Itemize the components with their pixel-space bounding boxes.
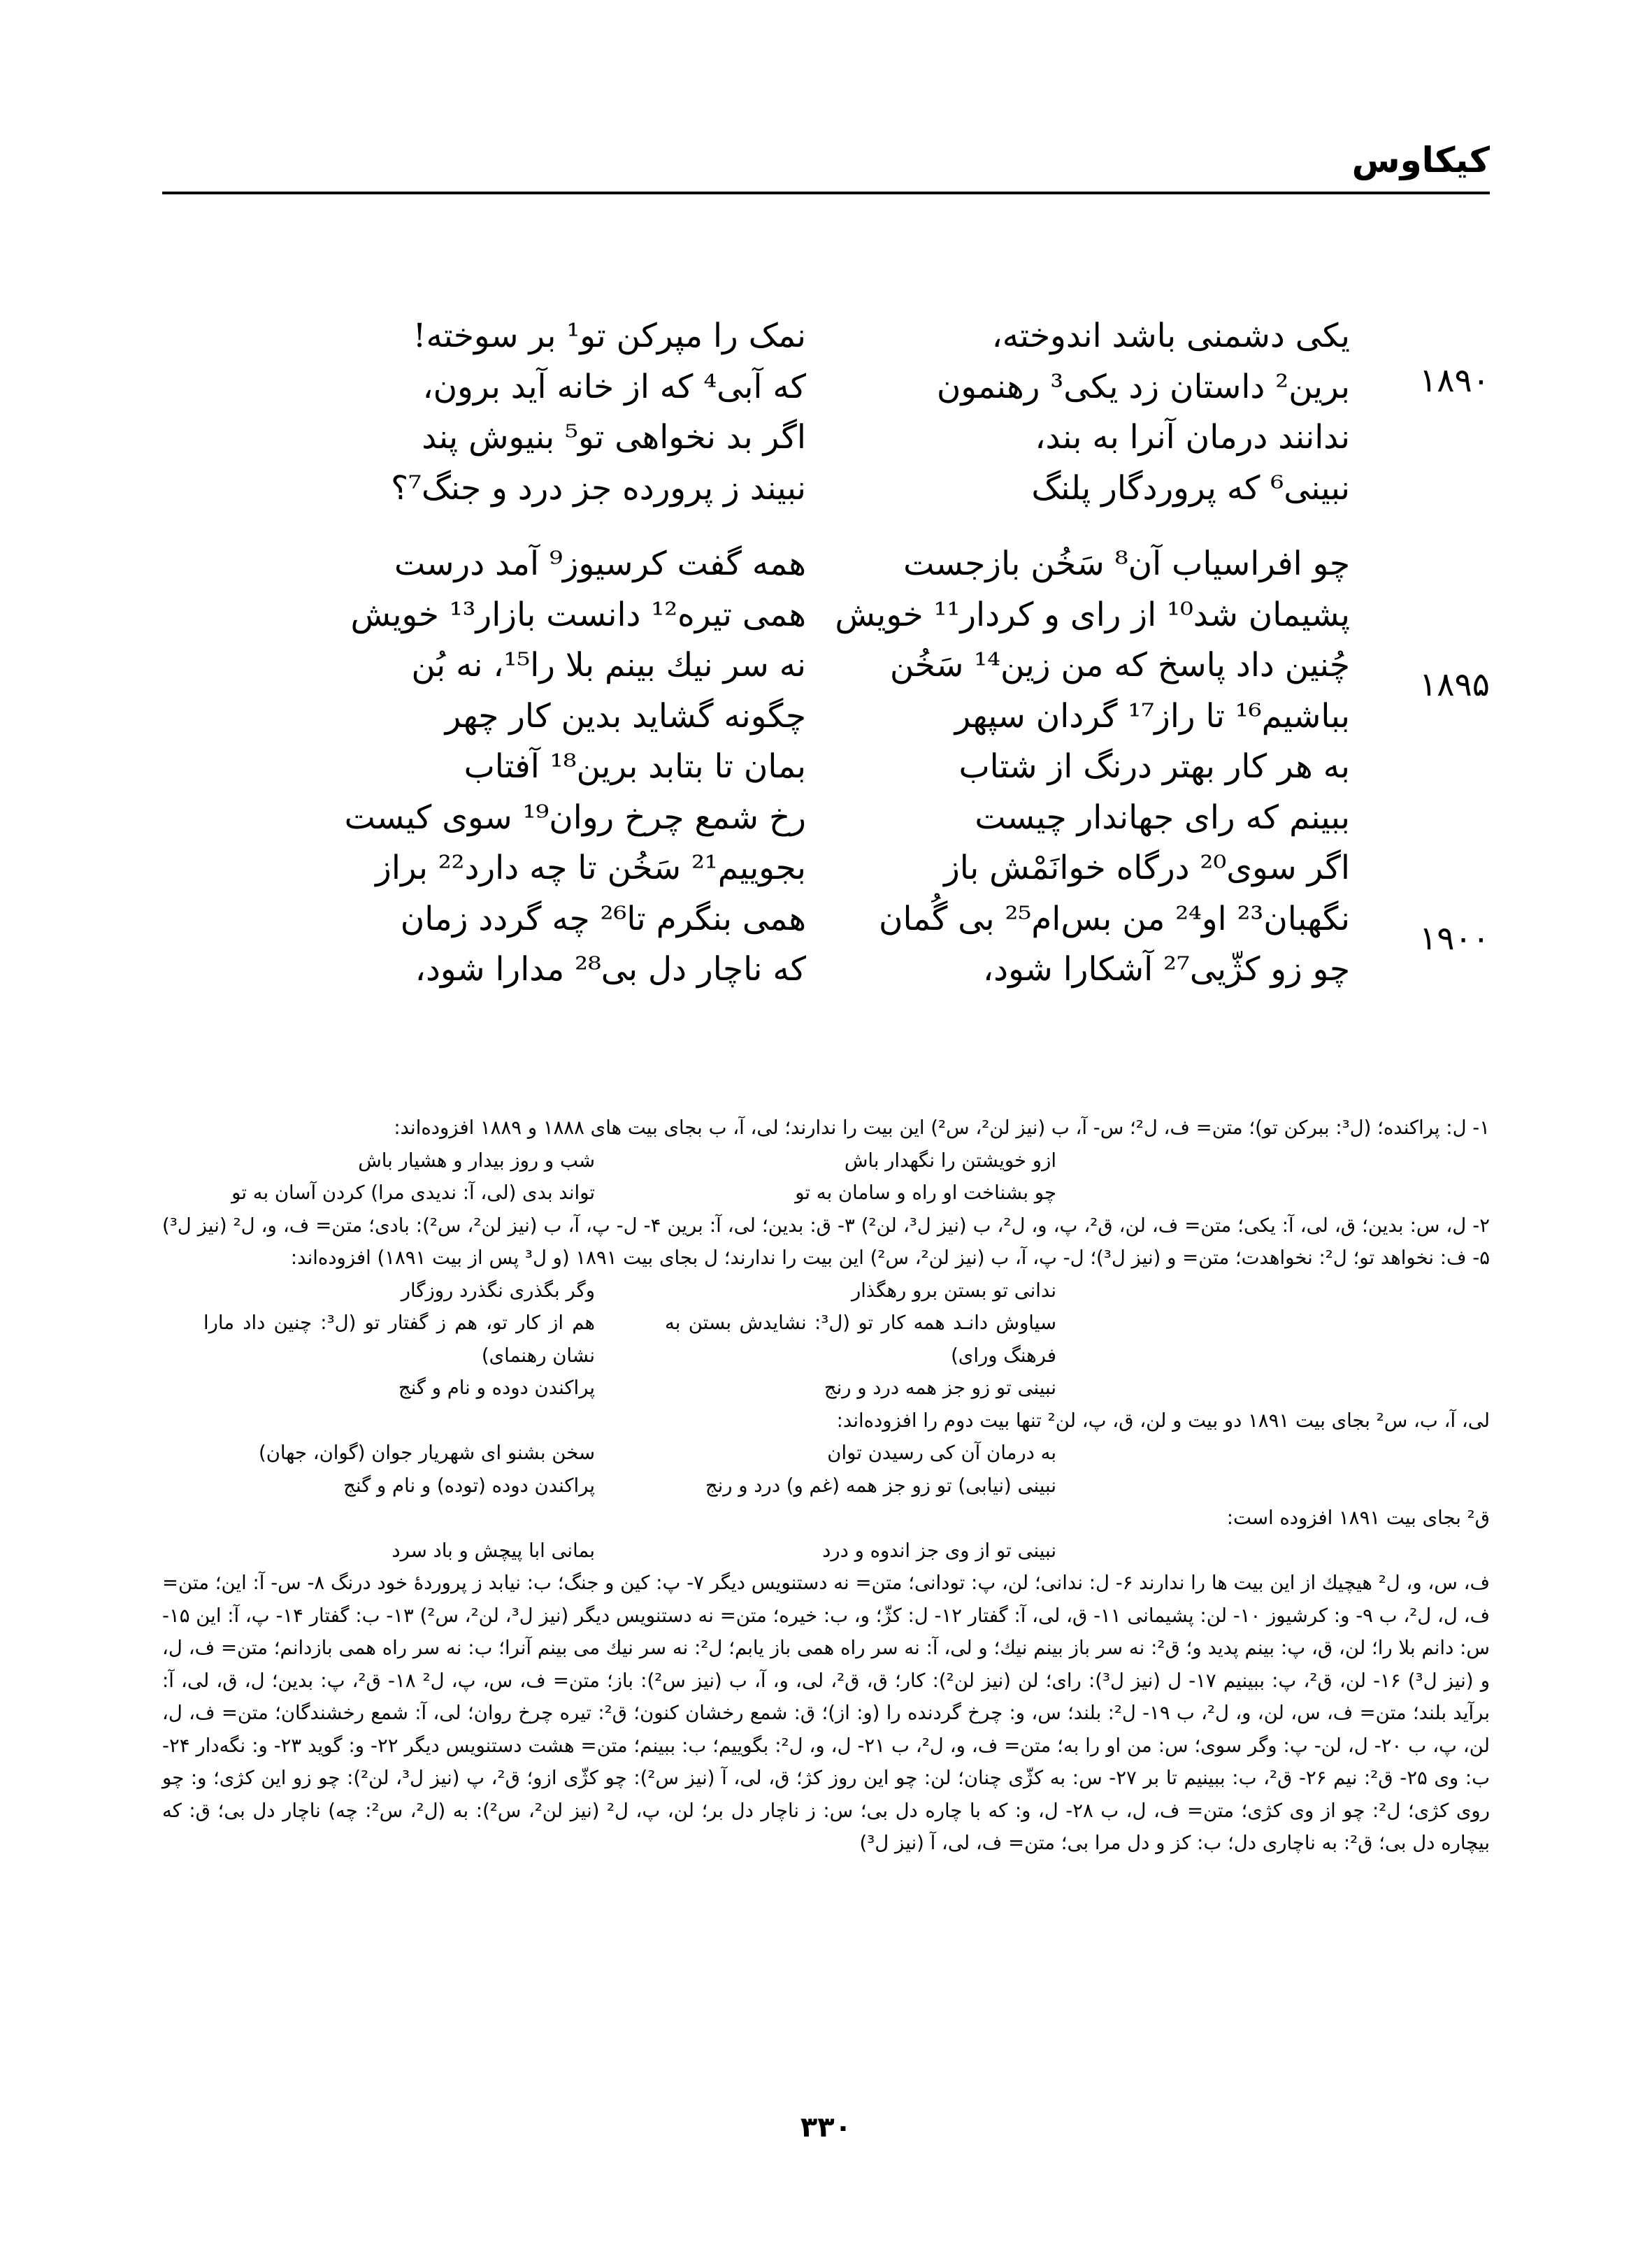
header-rule bbox=[162, 192, 1490, 194]
footnote-couplet bbox=[162, 1535, 1490, 1567]
footnote-couplet bbox=[162, 1470, 1490, 1502]
verse-hemistich: رخ شمع چرخ روان¹⁹ سوی کیست bbox=[344, 798, 806, 837]
verse-hemistich: که ناچار دل بی²⁸ مدارا شود، bbox=[415, 950, 806, 989]
couplet-hemistich: سخن بشنو ای شهریار جوان (گوان، جهان) bbox=[259, 1442, 595, 1464]
verse-hemistich: نبینی⁶ که پروردگار پلنگ bbox=[1031, 468, 1350, 508]
verse-hemistich: پشیمان شد¹⁰ از رای و کردار¹¹ خویش bbox=[835, 595, 1350, 634]
page-number: ۳۳۰ bbox=[800, 2111, 852, 2144]
couplet-hemistich: نبینی تو از وی جز اندوه و درد bbox=[822, 1539, 1056, 1562]
couplet-hemistich: پراکندن دوده و نام و گنج bbox=[398, 1377, 595, 1399]
verse-hemistich: یکی دشمنی باشد اندوخته، bbox=[991, 317, 1350, 355]
verse-number-1900: ۱۹۰۰ bbox=[1419, 919, 1490, 958]
verses-left-column bbox=[268, 311, 806, 996]
couplet-hemistich: بمانی ابا پیچش و باد سرد bbox=[392, 1539, 595, 1562]
verses-right-column bbox=[812, 311, 1350, 996]
verse-hemistich: نمک را مپرکن تو¹ بر سوخته! bbox=[412, 317, 806, 355]
verse-hemistich: برین² داستان زد یکی³ رهنمون bbox=[936, 367, 1350, 406]
verse-hemistich: بمان تا بتابد برین¹⁸ آفتاب bbox=[464, 747, 806, 786]
couplet-hemistich: تواند بدی (لی، آ: ندیدی مرا) کردن آسان به تو bbox=[231, 1182, 595, 1204]
footnote-couplet bbox=[162, 1177, 1490, 1210]
verse-hemistich: نبیند ز پرورده جز درد و جنگ⁷؟ bbox=[391, 468, 806, 508]
footnote-couplet bbox=[162, 1437, 1490, 1470]
running-header-title: کیکاوس bbox=[1351, 140, 1490, 180]
verse-hemistich: همی بنگرم تا²⁶ چه گردد زمان bbox=[400, 899, 806, 938]
verse-hemistich: بجوییم²¹ سَخُن تا چه دارد²² براز bbox=[375, 849, 806, 887]
footnote-paragraph: ۱- ل: پراکنده؛ (ل³: ببرکن تو)؛ متن= ف، ل²؛ س- آ، ب (نیز لن²، س²) این بیت را ندارند؛ لی، آ، ب بجای بیت های ۱۸۸۸ و ۱۸۸۹ افزوده‌اند: bbox=[394, 1117, 1490, 1139]
couplet-hemistich: پراکندن دوده (توده) و نام و گنج bbox=[343, 1474, 595, 1497]
footnote-paragraph: لی، آ، ب، س² بجای بیت ۱۸۹۱ دو بیت و لن، ق، پ، لن² تنها بیت دوم را افزوده‌اند: bbox=[836, 1409, 1490, 1432]
verse-hemistich: بباشیم¹⁶ تا راز¹⁷ گردان سپهر bbox=[954, 696, 1350, 735]
verse-hemistich: همی تیره¹² دانست بازار¹³ خویش bbox=[350, 595, 806, 634]
footnote-couplet bbox=[162, 1372, 1490, 1405]
verse-hemistich: چگونه گشاید بدین کار چهر bbox=[445, 696, 806, 735]
footnote-paragraph: ف، س، و، ل² هیچیك از این بیت ها را ندارند ۶- ل: ندانی؛ لن، پ: تودانی؛ متن= نه دستنویس دیگر ۷- پ: کین و جنگ؛ ب: نیابد ز پرورده‌ٔ خود درنگ ۸- س- آ: این؛ متن= ف، ل، ل²، ب ۹- و: کرشیوز ۱۰- لن: پشیمانی ۱۱- ق، لی، آ: گفتار ۱۲- ل: کژّ؛ و، ب: خیره؛ متن= نه دستنویس دیگر (نیز ل³، لن²، س²) ۱۳- ب: گفتار ۱۴- پ، آ: این ۱۵- س: دانم بلا را؛ لن، ق، پ: بینم پدید و؛ ق²: نه سر باز بینم نیك؛ و لی، آ: نه سر راه همی باز یابم؛ ل²: نه سر نیك می بینم آنرا؛ ب: نه سر راه همی بازدانم؛ متن= ف، ل، و (نیز ل³) ۱۶- لن، ق²، پ: ببینیم ۱۷- ل (نیز ل³): رای؛ لن (نیز لن²): کار؛ ق، ق²، لی، و، آ، ب (نیز س²): باز؛ متن= ف، س، پ، ل² ۱۸- ق²، پ: بدین؛ ل، ق، لی، آ: برآید بلند؛ متن= ف، س، لن، و، ل²، ب ۱۹- ل²: بلند؛ س، و: چرخ گردنده را (و: از)؛ ق: شمع رخشان کنون؛ ق²: تیره چرخ روان؛ لی، آ: شمع رخشندگان؛ متن= ف، ل، لن، پ، ب ۲۰- ل، لن- پ: وگر سوی؛ س: من او را به؛ متن= ف، و، ل²، ب ۲۱- ل، و، ل²: بگوییم؛ ب: ببینم؛ متن= هشت دستنویس دیگر ۲۲- و: گوید ۲۳- و: نگه‌دار ۲۴- ب: وی ۲۵- ق²: نیم ۲۶- ق²، ب: ببینیم تا بر ۲۷- س: به کژّی چنان؛ لن: چو این روز کژ؛ ق، لی، آ (نیز س²): چو کژّی ازو؛ ق²، پ (نیز ل³، لن²): چو زو این کژی؛ و: چو روی کژی؛ ل²: چو از وی کژی؛ متن= ف، ل، ب ۲۸- ل، و: که با چاره دل بی؛ س: ز ناچار دل بر؛ لن، پ، ل² (نیز لن²، س²): به (ل²، س²: چه) ناچار دل بی؛ ق: که بیچاره دل بی؛ ق²: به ناچاری دل؛ ب: کز و دل مرا بی؛ متن= ف، لی، آ (نیز ل³) bbox=[162, 1572, 1491, 1854]
verse-hemistich: نگهبان²³ او²⁴ من بس‌ام²⁵ بی گُمان bbox=[878, 899, 1350, 938]
couplet-hemistich: نبینی (نیابی) تو زو جز همه (غم و) درد و رنج bbox=[705, 1474, 1056, 1497]
couplet-hemistich: وگر بگذری نگذرد روزگار bbox=[401, 1279, 595, 1302]
footnotes bbox=[162, 1112, 1490, 1860]
verse-hemistich: ببینم که رای جهاندار چیست bbox=[975, 798, 1350, 837]
couplet-hemistich: چو بشناخت او راه و سامان به تو bbox=[795, 1182, 1056, 1204]
verse-hemistich: چُنین داد پاسخ که من زین¹⁴ سَخُن bbox=[889, 646, 1350, 684]
verse-hemistich: همه گفت کرسیوز⁹ آمد درست bbox=[394, 545, 806, 583]
couplet-hemistich: ازو خویشتن را نگهدار باش bbox=[844, 1149, 1056, 1172]
verse-hemistich: نه سر نیك بینم بلا را¹⁵، نه بُن bbox=[411, 646, 806, 684]
verse-hemistich: ندانند درمان آنرا به بند، bbox=[1035, 418, 1350, 457]
couplet-hemistich: شب و روز بیدار و هشیار باش bbox=[358, 1149, 595, 1172]
verse-number-1890: ۱۸۹۰ bbox=[1419, 361, 1490, 400]
footnote-couplet bbox=[162, 1307, 1490, 1372]
verse-hemistich: اگر سوی²⁰ درگاه خوانَمْش باز bbox=[944, 849, 1350, 887]
footnote-paragraph: ق² بجای بیت ۱۸۹۱ افزوده است: bbox=[1226, 1507, 1490, 1529]
verse-hemistich: چو زو کژّیی²⁷ آشکارا شود، bbox=[983, 950, 1350, 989]
verse-hemistich: که آبی⁴ که از خانه آید برون، bbox=[422, 367, 806, 406]
couplet-hemistich: سیاوش دانـد همه کار تو (ل³: نشایدش بستن به فرهنگ ورای) bbox=[665, 1312, 1056, 1367]
couplet-hemistich: ندانی تو بستن برو رهگذار bbox=[852, 1279, 1056, 1302]
verse-hemistich: چو افراسیاب آن⁸ سَخُن بازجست bbox=[903, 545, 1350, 583]
stanza-gap bbox=[268, 514, 806, 539]
verse-hemistich: به هر کار بهتر درنگ از شتاب bbox=[958, 747, 1350, 786]
verse-number-1895: ۱۸۹۵ bbox=[1419, 666, 1490, 704]
verse-hemistich: اگر بد نخواهی تو⁵ بنیوش پند bbox=[422, 418, 806, 457]
stanza-gap bbox=[812, 514, 1350, 539]
footnote-couplet bbox=[162, 1144, 1490, 1177]
footnote-couplet bbox=[162, 1275, 1490, 1307]
couplet-hemistich: به درمان آن کی رسیدن توان bbox=[827, 1442, 1056, 1464]
couplet-hemistich: نبینی تو زو جز همه درد و رنج bbox=[824, 1377, 1056, 1399]
footnote-paragraph: ۲- ل، س: بدین؛ ق، لی، آ: یکی؛ متن= ف، لن، ق²، پ، و، ل²، ب (نیز ل³، لن²) ۳- ق: بدین؛ لی، آ: برین ۴- ل- پ، آ، ب (نیز لن²، س²): بادی؛ متن= ف، و، ل² (نیز ل³) ۵- ف: نخواهد تو؛ ل²: نخواهدت؛ متن= و (نیز ل³)؛ ل- پ، آ، ب (نیز لن²، س²) این بیت را ندارند؛ ل بجای بیت ۱۸۹۱ (و ل³ پس از بیت ۱۸۹۱) افزوده‌اند: bbox=[162, 1214, 1490, 1269]
couplet-hemistich: هم از کار تو، هم ز گفتار تو (ل³: چنین داد مارا نشان رهنمای) bbox=[203, 1312, 595, 1367]
